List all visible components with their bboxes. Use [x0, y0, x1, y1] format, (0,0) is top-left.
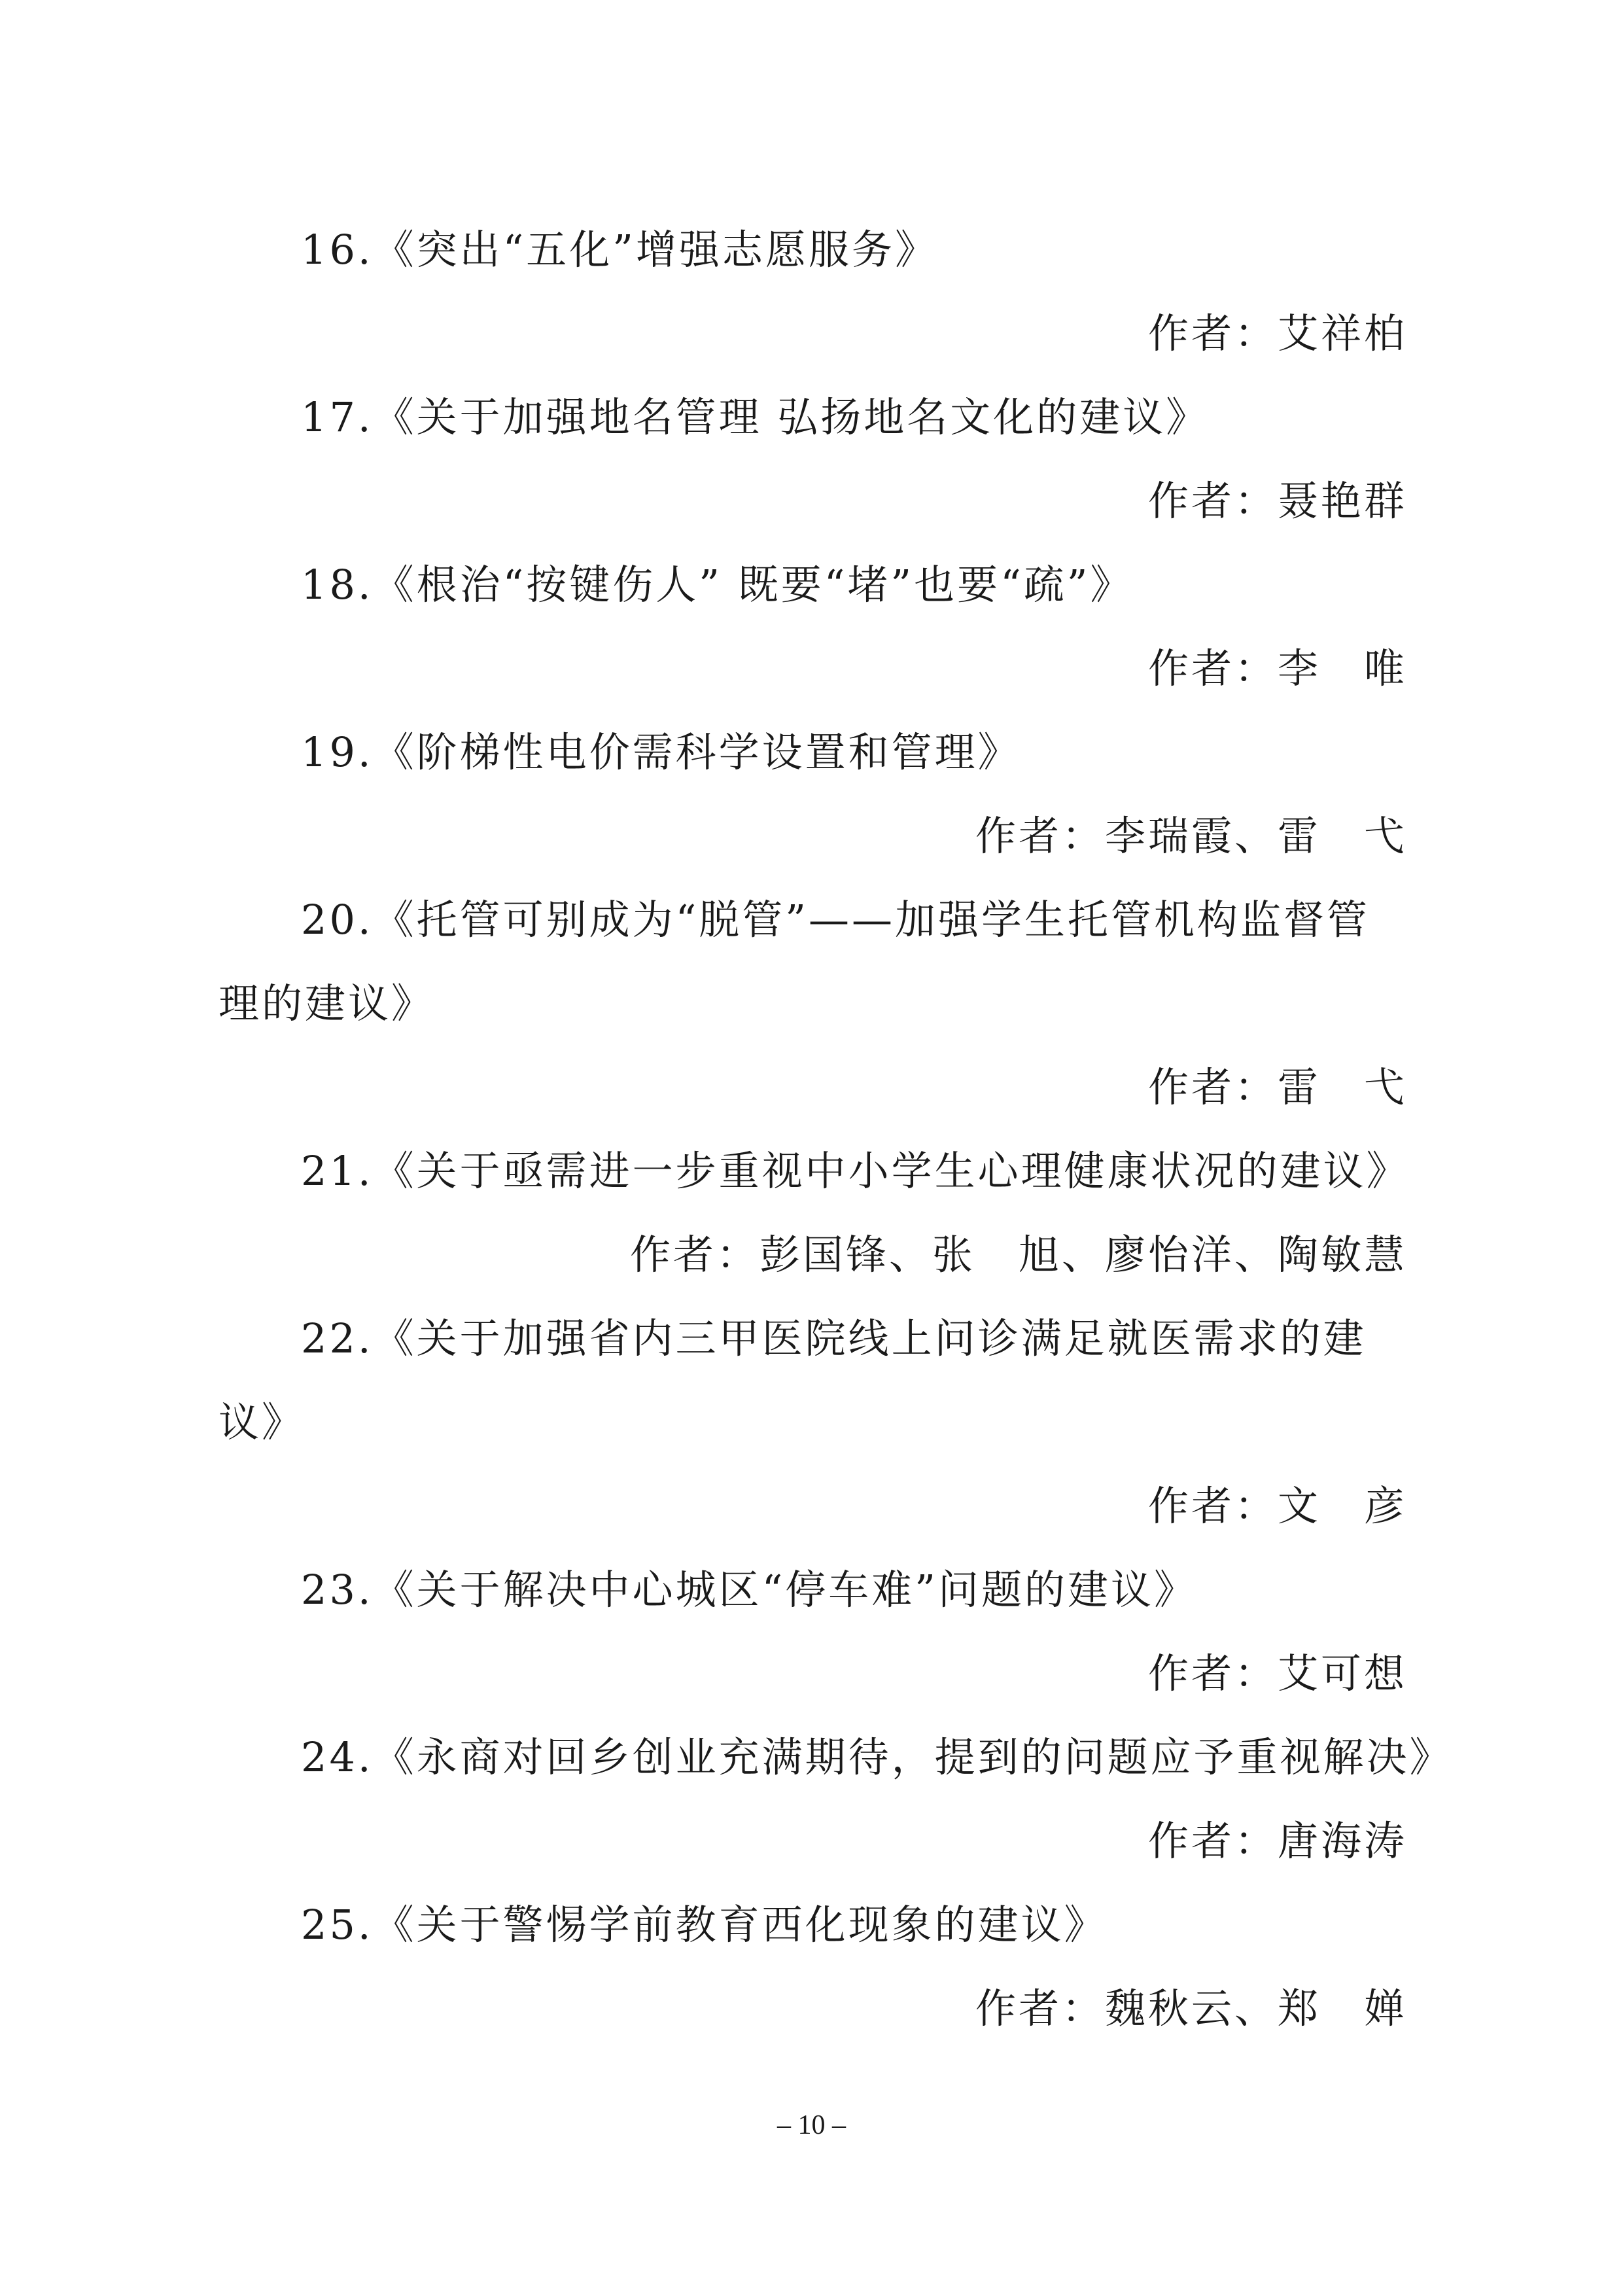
entry-title: 18.《根治“按键伤人” 既要“堵”也要“疏”》 [301, 561, 1134, 609]
entry-title-continuation: 理的建议》 [218, 980, 435, 1027]
entry-author: 作者：彭国锋、张 旭、廖怡洋、陶敏慧 [629, 1231, 1407, 1279]
entry-author: 作者：艾可想 [1147, 1650, 1407, 1697]
entry-author: 作者：魏秋云、郑 婵 [975, 1985, 1407, 2032]
entry-author: 作者：唐海涛 [1147, 1817, 1407, 1865]
entry-author: 作者：艾祥柏 [1147, 309, 1407, 357]
entry-title: 24.《永商对回乡创业充满期待，提到的问题应予重视解决》 [301, 1733, 1453, 1781]
entry-title-continuation: 议》 [218, 1398, 305, 1446]
entry-title: 21.《关于亟需进一步重视中小学生心理健康状况的建议》 [301, 1147, 1410, 1195]
page-number: – 10 – [777, 2110, 846, 2140]
entry-title: 22.《关于加强省内三甲医院线上问诊满足就医需求的建 [301, 1315, 1367, 1362]
entry-title: 23.《关于解决中心城区“停车难”问题的建议》 [301, 1566, 1197, 1614]
entry-author: 作者：李瑞霞、雷 弋 [975, 812, 1407, 860]
entry-title: 20.《托管可别成为“脱管”——加强学生托管机构监督管 [301, 896, 1370, 944]
entry-author: 作者：聂艳群 [1147, 477, 1407, 525]
entry-title: 16.《突出“五化”增强志愿服务》 [301, 226, 938, 274]
entry-title: 25.《关于警惕学前教育西化现象的建议》 [301, 1901, 1108, 1949]
entry-author: 作者：雷 弋 [1147, 1063, 1407, 1111]
entry-author: 作者：文 彦 [1147, 1482, 1407, 1530]
entry-title: 17.《关于加强地名管理 弘扬地名文化的建议》 [301, 393, 1210, 441]
entry-title: 19.《阶梯性电价需科学设置和管理》 [301, 728, 1021, 776]
entry-author: 作者：李 唯 [1147, 645, 1407, 692]
